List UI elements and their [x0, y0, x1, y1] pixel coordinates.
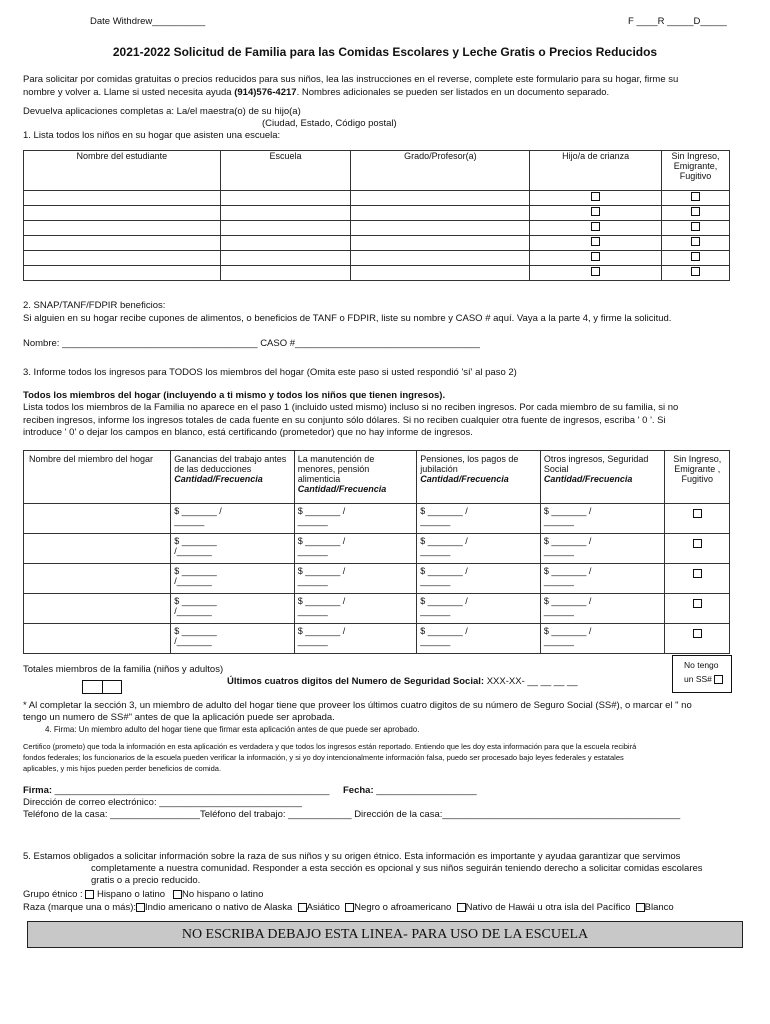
hispanic-checkbox[interactable] [85, 890, 94, 899]
race-asian-label: Asiático [306, 902, 340, 913]
sin-ingreso-checkbox[interactable] [693, 539, 702, 548]
section1-label: 1. Lista todos los niños en su hogar que asisten una escuela: [23, 130, 281, 141]
earnings-cell[interactable] [171, 504, 295, 534]
school-use-bar: NO ESCRIBA DEBAJO ESTA LINEA- PARA USO DE LA ESCUELA [27, 921, 743, 948]
col-no-income: Sin Ingreso, Emigrante, Fugitivo [662, 151, 730, 191]
race-pacific-label: Nativo de Hawái u otra isla del Pacífico [465, 902, 631, 913]
col-foster: Hijo/a de crianza [530, 151, 662, 191]
race-checkbox-asian[interactable] [298, 903, 307, 912]
race-black-label: Negro o afroamericano [354, 902, 452, 913]
frequency-line: ______ [543, 576, 574, 586]
ssn-value: XXX-XX- __ __ __ __ [484, 676, 578, 687]
intro-line2 [23, 87, 609, 98]
income-row[interactable] [24, 534, 730, 564]
date-field[interactable]: ___________________ [373, 785, 477, 796]
amount-line: $ _______ / [420, 626, 468, 636]
frequency-line: ______ [420, 576, 451, 586]
email-field[interactable]: Dirección de correo electrónico: ___________________________ [23, 797, 302, 808]
other-income-cell[interactable] [540, 564, 665, 594]
col-student-name: Nombre del estudiante [24, 151, 221, 191]
frequency-line: ______ [543, 606, 574, 616]
race-label: Raza (marque una o más): [23, 902, 136, 913]
non-hispanic-label: No hispano o latino [182, 889, 264, 900]
foster-checkbox[interactable] [591, 267, 600, 276]
certification-line2: fondos federales; los funcionarios de la escuela pueden verificar la información, y si yo doy intencionalmente información falsa, puedo ser procesado bajo leyes federales y estatales [23, 753, 624, 762]
sin-ingreso-cell[interactable] [665, 504, 730, 534]
earnings-cell[interactable] [171, 534, 295, 564]
child-support-cell[interactable] [294, 624, 417, 654]
section3-label: 3. Informe todos los ingresos para TODOS los miembros del hogar (Omita este paso si usted respondió 'sí' al paso 2) [23, 367, 517, 378]
sin-ingreso-cell[interactable] [665, 594, 730, 624]
section3-text1: Lista todos los miembros de la Familia no aparece en el paso 1 (incluido usted mismo) incluso si no reciben ingresos. Por cada miembro de su familia, si no [23, 402, 679, 413]
frequency-line: ______ [297, 546, 328, 556]
amount-frequency-label: Cantidad/Frecuencia [543, 474, 633, 484]
no-income-checkbox[interactable] [691, 207, 700, 216]
students-table [23, 150, 730, 281]
race-row [23, 902, 674, 913]
ssn-note-line1: * Al completar la sección 3, un miembro de adulto del hogar tiene que proveer los últimos cuatro digitos de su número de Seguro Social (SS#), o marcar el " no [23, 700, 692, 711]
amount-line: $ _______ / [420, 506, 468, 516]
date-row [343, 785, 477, 796]
no-income-checkbox[interactable] [691, 267, 700, 276]
amount-line: $ _______ / [420, 536, 468, 546]
child-support-cell[interactable] [294, 594, 417, 624]
section2-text: Si alguien en su hogar recibe cupones de alimentos, o beneficios de TANF o FDPIR, liste su nombre y CASO # aquí. Vaya a la parte 4, y firme la solicitud. [23, 313, 672, 324]
student-name-cell[interactable] [24, 251, 221, 266]
col-earnings [171, 451, 295, 504]
no-income-cell[interactable] [662, 206, 730, 221]
amount-line: $ _______ / [543, 596, 592, 606]
col-child-support [294, 451, 417, 504]
no-ssn-box [672, 655, 732, 693]
school-cell[interactable] [220, 191, 351, 206]
pension-cell[interactable] [417, 594, 541, 624]
race-checkbox-native[interactable] [136, 903, 145, 912]
form-title: 2021-2022 Solicitud de Familia para las Comidas Escolares y Leche Gratis o Precios Reducidos [112, 45, 658, 59]
date-label: Fecha: [343, 785, 374, 796]
foster-cell[interactable] [530, 206, 662, 221]
certification-line3: aplicables, y mis hijos pueden perder beneficios de comida. [23, 764, 222, 773]
student-row[interactable] [24, 206, 730, 221]
household-total-box[interactable] [82, 680, 122, 694]
frequency-line: ______ [174, 516, 205, 526]
amount-line: $ _______ [174, 566, 217, 576]
grade-cell[interactable] [351, 191, 530, 206]
pension-cell[interactable] [417, 504, 541, 534]
section5-line2: completamente a nuestra comunidad. Responder a esta sección es opcional y sus niños seguirán teniendo derecho a solicitar comidas escolares [91, 863, 703, 874]
grade-cell[interactable] [351, 221, 530, 236]
foster-checkbox[interactable] [591, 252, 600, 261]
race-checkbox-pacific[interactable] [457, 903, 466, 912]
other-income-cell[interactable] [540, 504, 665, 534]
member-name-cell[interactable] [24, 534, 171, 564]
pension-cell[interactable] [417, 564, 541, 594]
sin-ingreso-cell[interactable] [665, 534, 730, 564]
section3-bold-line: Todos los miembros del hogar (incluyendo a ti mismo y todos los niños que tienen ingresos). [23, 390, 446, 401]
amount-line: $ _______ [174, 536, 217, 546]
frequency-line: ______ [297, 636, 328, 646]
frequency-line: ______ [297, 516, 328, 526]
sin-ingreso-checkbox[interactable] [693, 509, 702, 518]
income-row[interactable] [24, 564, 730, 594]
section3-text2: reciben ingresos, informe los ingresos totales de cada fuente en su conjunto sólo dólares. Si no reciben cualquier otra fuente de ingresos, escriba ' 0 '. Si [23, 415, 666, 426]
foster-checkbox[interactable] [591, 222, 600, 231]
no-income-checkbox[interactable] [691, 237, 700, 246]
ethnicity-label: Grupo étnico : [23, 889, 83, 900]
frd-codes: F ____R _____D_____ [628, 16, 727, 27]
no-income-checkbox[interactable] [691, 252, 700, 261]
member-name-cell[interactable] [24, 624, 171, 654]
date-withdrew: Date Withdrew__________ [90, 16, 206, 27]
step4-label: 4. Firma: Un miembro adulto del hogar tiene que firmar esta aplicación antes de que puede ser aprobado. [45, 725, 420, 734]
student-name-cell[interactable] [24, 191, 221, 206]
sin-ingreso-checkbox[interactable] [693, 629, 702, 638]
help-phone: (914)576-4217 [234, 87, 297, 98]
income-row[interactable] [24, 504, 730, 534]
frequency-line: ______ [420, 516, 451, 526]
school-cell[interactable] [220, 206, 351, 221]
income-table [23, 450, 730, 654]
certification-line1: Certifico (prometo) que toda la información en esta aplicación es verdadera y que todos los ingresos están reportado. Entiendo que les doy esta información para que la escuela recibirá [23, 742, 637, 751]
student-name-cell[interactable] [24, 266, 221, 281]
section5-line1: 5. Estamos obligados a solicitar información sobre la raza de sus niños y su origen étnico. Esta información es importante y ayudaa garantizar que servimos [23, 851, 681, 862]
ssn-label: Últimos cuatros digitos del Numero de Seguridad Social: [227, 676, 485, 687]
no-income-cell[interactable] [662, 251, 730, 266]
ethnicity-row [23, 889, 263, 900]
foster-checkbox[interactable] [591, 237, 600, 246]
amount-line: $ _______ / [420, 566, 468, 576]
no-ssn-row [684, 674, 731, 684]
foster-checkbox[interactable] [591, 207, 600, 216]
return-to: Devuelva aplicaciones completas a: La/el maestra(o) de su hijo(a) [23, 106, 301, 117]
income-row[interactable] [24, 594, 730, 624]
member-name-cell[interactable] [24, 504, 171, 534]
section3-text3: introduce ' 0' o dejar los campos en blanco, está certificando (prometedor) que no hay informe de ingresos. [23, 427, 473, 438]
amount-line: $ _______ / [543, 536, 592, 546]
school-cell[interactable] [220, 251, 351, 266]
amount-line: $ _______ [174, 626, 217, 636]
amount-frequency-label: Cantidad/Frecuencia [297, 484, 387, 494]
amount-line: $ _______ / [543, 626, 592, 636]
frequency-line: /_______ [174, 546, 212, 556]
no-income-cell[interactable] [662, 221, 730, 236]
income-row[interactable] [24, 624, 730, 654]
amount-line: $ _______ / [543, 566, 592, 576]
frequency-line: ______ [543, 636, 574, 646]
students-header-row [24, 151, 730, 191]
other-income-cell[interactable] [540, 594, 665, 624]
col-sin-ingreso: Sin Ingreso, Emigrante , Fugitivo [665, 451, 730, 504]
amount-line: $ _______ / [297, 506, 346, 516]
col-school: Escuela [220, 151, 351, 191]
frequency-line: ______ [420, 546, 451, 556]
frequency-line: ______ [543, 516, 574, 526]
member-name-cell[interactable] [24, 594, 171, 624]
frequency-line: ______ [420, 606, 451, 616]
intro-line2-pre: nombre y volver a. Llame si usted necesita ayuda [23, 87, 235, 98]
amount-line: $ _______ [174, 596, 217, 606]
student-name-cell[interactable] [24, 206, 221, 221]
intro-line2-post: . Nombres adicionales se pueden ser listados en un documento separado. [296, 87, 610, 98]
frequency-line: /_______ [174, 606, 212, 616]
household-total-label: Totales miembros de la familia (niños y adultos) [23, 664, 224, 675]
race-native-label: Indio americano o nativo de Alaska [145, 902, 293, 913]
foster-checkbox[interactable] [591, 192, 600, 201]
foster-cell[interactable] [530, 251, 662, 266]
signature-label: Firma: [23, 785, 53, 796]
grade-cell[interactable] [351, 266, 530, 281]
amount-line: $ _______ / [297, 626, 346, 636]
school-cell[interactable] [220, 266, 351, 281]
child-support-cell[interactable] [294, 564, 417, 594]
no-tengo-label: No tengo [684, 660, 719, 670]
income-header-row [24, 451, 730, 504]
frequency-line: /_______ [174, 636, 212, 646]
col-pensions [417, 451, 541, 504]
snap-name-case-field[interactable]: Nombre: _____________________________________ CASO #___________________________________ [23, 338, 480, 349]
ssn-note-line2: tengo un numero de SS#" antes de que la aplicación puede ser aprobada. [23, 712, 335, 723]
pension-cell[interactable] [417, 624, 541, 654]
frequency-line: ______ [420, 636, 451, 646]
no-income-cell[interactable] [662, 191, 730, 206]
city-state-zip: (Ciudad, Estado, Código postal) [262, 118, 397, 129]
frequency-line: ______ [297, 606, 328, 616]
race-checkbox-white[interactable] [636, 903, 645, 912]
foster-cell[interactable] [530, 221, 662, 236]
amount-frequency-label: Cantidad/Frecuencia [420, 474, 509, 484]
student-name-cell[interactable] [24, 221, 221, 236]
student-name-cell[interactable] [24, 236, 221, 251]
col-pensions-label: Pensiones, los pagos de jubilación [420, 454, 519, 474]
amount-frequency-label: Cantidad/Frecuencia [174, 474, 263, 484]
section2-label: 2. SNAP/TANF/FDPIR beneficios: [23, 300, 166, 311]
amount-line: $ _______ / [297, 566, 346, 576]
grade-cell[interactable] [351, 206, 530, 221]
intro-line1: Para solicitar por comidas gratuitas o precios reducidos para sus niños, lea las instrucciones en el reverse, complete este formulario para su hogar, firme su [23, 74, 679, 85]
hispanic-label: Hispano o latino [96, 889, 166, 900]
member-name-cell[interactable] [24, 564, 171, 594]
phone-address-fields[interactable]: Teléfono de la casa: _________________Teléfono del trabajo: ____________ Dirección de la casa:_____________________________________________ [23, 809, 681, 820]
amount-line: $ _______ / [297, 596, 346, 606]
student-row[interactable] [24, 191, 730, 206]
col-child-support-label: La manutención de menores, pensión alimenticia [297, 454, 375, 484]
amount-line: $ _______ / [543, 506, 592, 516]
other-income-cell[interactable] [540, 534, 665, 564]
no-ssn-checkbox[interactable] [714, 675, 723, 684]
earnings-cell[interactable] [171, 564, 295, 594]
race-white-label: Blanco [644, 902, 674, 913]
school-cell[interactable] [220, 236, 351, 251]
sin-ingreso-cell[interactable] [665, 624, 730, 654]
student-row[interactable] [24, 266, 730, 281]
non-hispanic-checkbox[interactable] [173, 890, 182, 899]
school-cell[interactable] [220, 221, 351, 236]
child-support-cell[interactable] [294, 534, 417, 564]
signature-row [23, 785, 329, 796]
col-other-income-label: Otros ingresos, Seguridad Social [543, 454, 649, 474]
ssn-field[interactable] [227, 676, 578, 687]
un-ss-label: un SS# [684, 674, 712, 684]
amount-line: $ _______ / [297, 536, 346, 546]
col-earnings-label: Ganancias del trabajo antes de las deducciones [174, 454, 287, 474]
total-box-divider [102, 681, 103, 693]
sin-ingreso-cell[interactable] [665, 564, 730, 594]
col-member-name: Nombre del miembro del hogar [24, 451, 171, 504]
grade-cell[interactable] [351, 251, 530, 266]
student-row[interactable] [24, 236, 730, 251]
signature-field[interactable]: ____________________________________________________ [52, 785, 330, 796]
no-income-cell[interactable] [662, 266, 730, 281]
section5-line3: gratis o a precio reducido. [91, 875, 201, 886]
other-income-cell[interactable] [540, 624, 665, 654]
foster-cell[interactable] [530, 236, 662, 251]
amount-line: $ _______ / [420, 596, 468, 606]
frequency-line: /_______ [174, 576, 212, 586]
no-income-cell[interactable] [662, 236, 730, 251]
amount-line: $ _______ / [174, 506, 222, 516]
earnings-cell[interactable] [171, 594, 295, 624]
child-support-cell[interactable] [294, 504, 417, 534]
frequency-line: ______ [297, 576, 328, 586]
grade-cell[interactable] [351, 236, 530, 251]
col-other-income [540, 451, 665, 504]
frequency-line: ______ [543, 546, 574, 556]
sin-ingreso-checkbox[interactable] [693, 599, 702, 608]
col-grade-teacher: Grado/Profesor(a) [351, 151, 530, 191]
sin-ingreso-checkbox[interactable] [693, 569, 702, 578]
student-row[interactable] [24, 221, 730, 236]
no-income-checkbox[interactable] [691, 222, 700, 231]
foster-cell[interactable] [530, 191, 662, 206]
race-checkbox-black[interactable] [345, 903, 354, 912]
foster-cell[interactable] [530, 266, 662, 281]
no-income-checkbox[interactable] [691, 192, 700, 201]
student-row[interactable] [24, 251, 730, 266]
pension-cell[interactable] [417, 534, 541, 564]
earnings-cell[interactable] [171, 624, 295, 654]
